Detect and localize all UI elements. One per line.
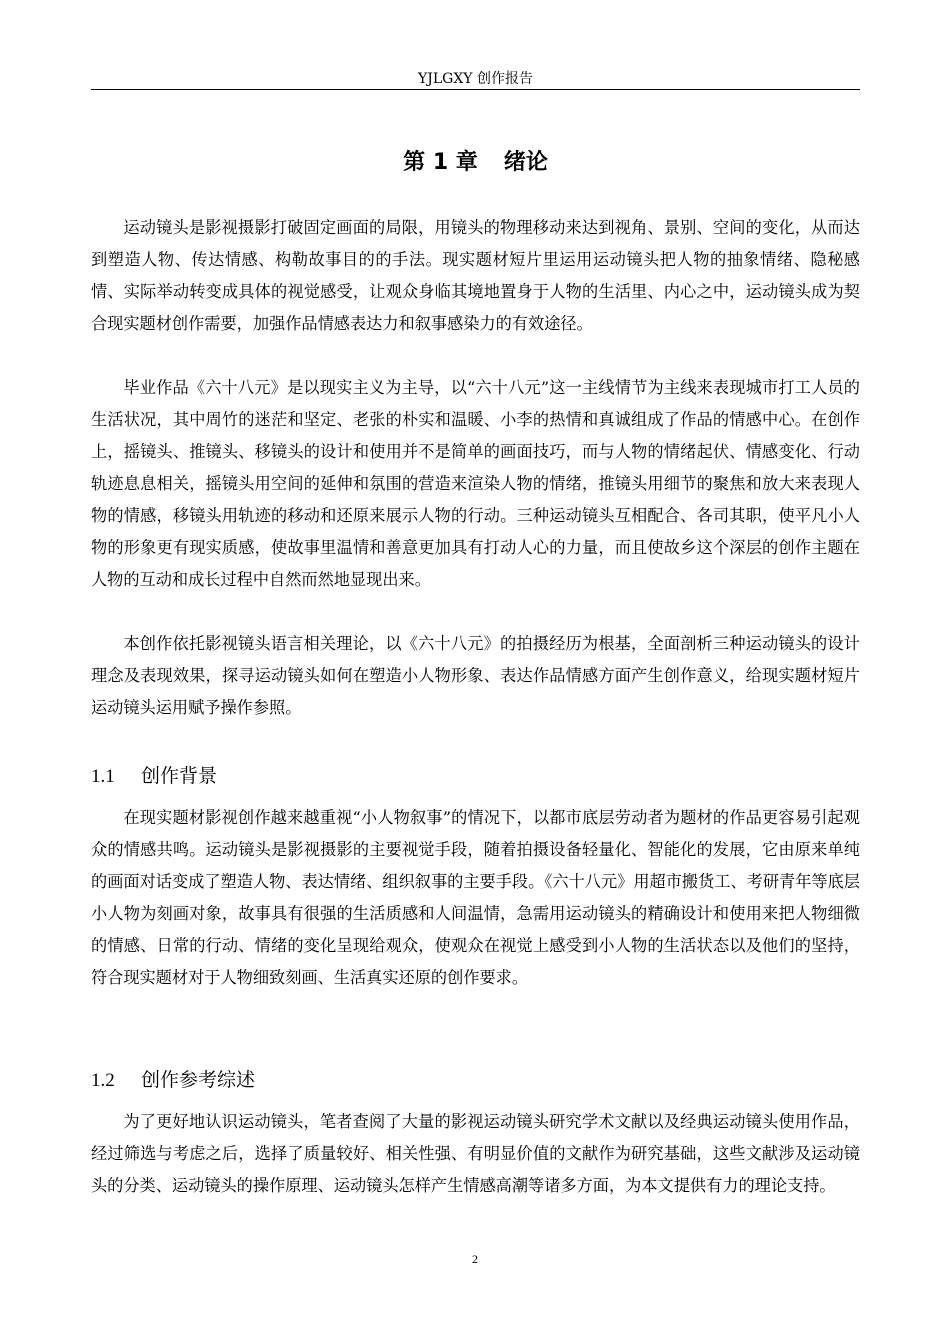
section-heading-1-2: [91, 1065, 860, 1096]
section-number: 1.1: [91, 766, 115, 787]
chapter-number: 第 1 章: [403, 150, 478, 175]
intro-paragraph-2: 毕业作品《六十八元》是以现实主义为主导，以“六十八元”这一主线情节为主线来表现城市打工人员的生活状况，其中周竹的迷茫和坚定、老张的朴实和温暖、小李的热情和真诚组成了作品的情感中心。在创作上，摇镜头、推镜头、移镜头的设计和使用并不是简单的画面技巧，而与人物的情绪起伏、情感变化、行动轨迹息息相关，摇镜头用空间的延伸和氛围的营造来渲染人物的情绪，推镜头用细节的聚焦和放大来表现人物的情感，移镜头用轨迹的移动和还原来展示人物的行动。三种运动镜头互相配合、各司其职，使平凡小人物的形象更有现实质感，使故事里温情和善意更加具有打动人心的力量，而且使故乡这个深层的创作主题在人物的互动和成长过程中自然而然地显现出来。: [91, 378, 860, 589]
section-title: 创作背景: [141, 765, 218, 787]
header-title: YJLGXY 创作报告: [418, 71, 533, 87]
section-heading-1-1: [91, 761, 860, 792]
section-number: 1.2: [91, 1070, 115, 1091]
section-title: 创作参考综述: [141, 1069, 256, 1091]
page-number: 2: [472, 1252, 478, 1266]
section-1-2-paragraph: 为了更好地认识运动镜头，笔者查阅了大量的影视运动镜头研究学术文献以及经典运动镜头使用作品，经过筛选与考虑之后，选择了质量较好、相关性强、有明显价值的文献作为研究基础，这些文献涉及运动镜头的分类、运动镜头的操作原理、运动镜头怎样产生情感高潮等诸多方面，为本文提供有力的理论支持。: [91, 1112, 860, 1195]
chapter-title: 绪论: [503, 150, 548, 175]
section-1-1-paragraph: 在现实题材影视创作越来越重视“小人物叙事”的情况下，以都市底层劳动者为题材的作品更容易引起观众的情感共鸣。运动镜头是影视摄影的主要视觉手段，随着拍摄设备轻量化、智能化的发展，它由原来单纯的画面对话变成了塑造人物、表达情绪、组织叙事的主要手段。《六十八元》用超市搬货工、考研青年等底层小人物为刻画对象，故事具有很强的生活质感和人间温情，急需用运动镜头的精确设计和使用来把人物细微的情感、日常的行动、情绪的变化呈现给观众，使观众在视觉上感受到小人物的生活状态以及他们的坚持，符合现实题材对于人物细致刻画、生活真实还原的创作要求。: [91, 808, 860, 987]
page-header: [91, 58, 860, 90]
intro-paragraph-1: 运动镜头是影视摄影打破固定画面的局限，用镜头的物理移动来达到视角、景别、空间的变化，从而达到塑造人物、传达情感、构勒故事目的的手法。现实题材短片里运用运动镜头把人物的抽象情绪、隐秘感情、实际举动转变成具体的视觉感受，让观众身临其境地置身于人物的生活里、内心之中，运动镜头成为契合现实题材创作需要，加强作品情感表达力和叙事感染力的有效途径。: [91, 218, 860, 333]
intro-paragraph-3: 本创作依托影视镜头语言相关理论，以《六十八元》的拍摄经历为根基，全面剖析三种运动镜头的设计理念及表现效果，探寻运动镜头如何在塑造小人物形象、表达作品情感方面产生创作意义，给现实题材短片运动镜头运用赋予操作参照。: [91, 634, 860, 717]
chapter-heading: [91, 147, 860, 179]
